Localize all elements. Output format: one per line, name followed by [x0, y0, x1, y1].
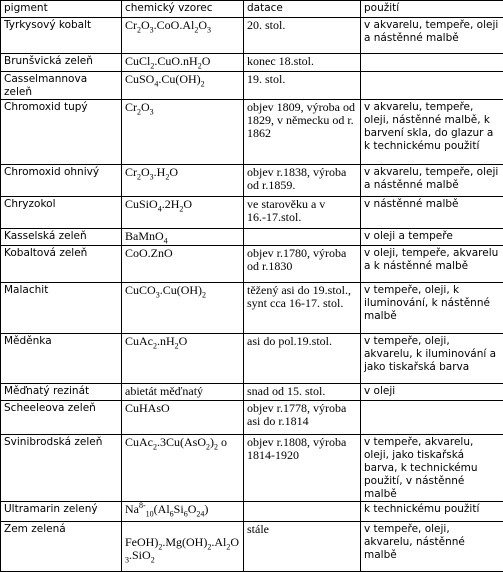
- cell-formula: abietát měďnatý: [122, 384, 244, 401]
- cell-use: [361, 401, 503, 435]
- table-row: [1, 54, 503, 72]
- header-pigment: pigment: [1, 1, 122, 18]
- cell-formula: CuHAsO: [122, 401, 244, 435]
- cell-dating: snad od 15. stol.: [244, 384, 361, 401]
- table-row: [1, 100, 503, 165]
- cell-formula: $CuSO_4.Cu(OH)_2$: [122, 72, 244, 100]
- header-dating: datace: [244, 1, 361, 18]
- cell-pigment: Brunšvická zeleň: [1, 54, 122, 72]
- cell-formula: BaMnO$_4$: [122, 229, 244, 246]
- cell-use: v oleji, tempeře, akvarelu a k nástěnné malbě: [361, 246, 503, 283]
- cell-pigment: Casselmannova zeleň: [1, 72, 122, 100]
- cell-formula: $Cr_2O_3.H_2O$: [122, 165, 244, 197]
- cell-use: v tempeře, oleji, akvarelu, k iluminování a jako tiskařská barva: [361, 334, 503, 384]
- cell-dating: 19. stol.: [244, 72, 361, 100]
- cell-pigment: Zem zelená: [1, 522, 122, 572]
- table-row: [1, 334, 503, 384]
- table-row: [1, 502, 503, 522]
- header-formula: chemický vzorec: [122, 1, 244, 18]
- cell-use: v tempeře, oleji, k iluminování, k nástěnné malbě: [361, 283, 503, 334]
- table-row: [1, 522, 503, 572]
- cell-dating: 20. stol.: [244, 18, 361, 54]
- cell-dating: [244, 502, 361, 522]
- cell-dating: objev r.1780, výroba od r.1830: [244, 246, 361, 283]
- table-row: [1, 165, 503, 197]
- cell-pigment: Malachit: [1, 283, 122, 334]
- cell-use: v oleji: [361, 384, 503, 401]
- cell-formula: $CuAc_2.nH_2O$: [122, 334, 244, 384]
- table-row: [1, 246, 503, 283]
- cell-pigment: Kasselská zeleň: [1, 229, 122, 246]
- cell-dating: ve starověku a v 16.-17.stol.: [244, 197, 361, 229]
- cell-use: v oleji a tempeře: [361, 229, 503, 246]
- cell-formula: $Cr_2O_3$: [122, 100, 244, 165]
- cell-formula: CoO.ZnO: [122, 246, 244, 283]
- table-row: [1, 72, 503, 100]
- cell-use: v nástěnné malbě: [361, 197, 503, 229]
- cell-formula: $Cr_2O_3.CoO.Al_2O_3$: [122, 18, 244, 54]
- table-row: [1, 283, 503, 334]
- cell-formula: $CuCO_3.Cu(OH)_2$: [122, 283, 244, 334]
- cell-pigment: Měďnatý rezinát: [1, 384, 122, 401]
- cell-pigment: Scheeleova zeleň: [1, 401, 122, 435]
- cell-pigment: Kobaltová zeleň: [1, 246, 122, 283]
- cell-pigment: Chryzokol: [1, 197, 122, 229]
- cell-use: k technickému použití: [361, 502, 503, 522]
- cell-dating: objev r.1808, výroba 1814-1920: [244, 435, 361, 502]
- table-row: [1, 197, 503, 229]
- cell-use: v akvarelu, tempeře, oleji a nástěnné malbě: [361, 165, 503, 197]
- cell-use: v akvarelu, tempeře, oleji, nástěnné malbě, k barvení skla, do glazur a k technickému použití: [361, 100, 503, 165]
- table-row: [1, 229, 503, 246]
- cell-dating: asi do pol.19.stol.: [244, 334, 361, 384]
- cell-pigment: Svinibrodská zeleň: [1, 435, 122, 502]
- cell-use: [361, 72, 503, 100]
- cell-pigment: Tyrkysový kobalt: [1, 18, 122, 54]
- cell-use: v akvarelu, tempeře, oleji a nástěnné malbě: [361, 18, 503, 54]
- cell-dating: objev r.1778, výroba asi do r.1814: [244, 401, 361, 435]
- cell-use: v tempeře, oleji, akvarelu, nástěnné malbě: [361, 522, 503, 572]
- cell-dating: objev 1809, výroba od 1829, v německu od r. 1862: [244, 100, 361, 165]
- cell-pigment: Měděnka: [1, 334, 122, 384]
- cell-formula: $Na^{8-}_{10}(Al_6Si_6O_{24})$: [122, 502, 244, 522]
- cell-formula: $CuSiO_4.2H_2O$: [122, 197, 244, 229]
- cell-dating: [244, 229, 361, 246]
- header-row: [1, 1, 503, 18]
- table-row: [1, 384, 503, 401]
- cell-formula: $FeOH)_2.Mg(OH)_2.Al_2O_3.SiO_2$: [122, 522, 244, 572]
- table-row: [1, 401, 503, 435]
- cell-pigment: Ultramarin zelený: [1, 502, 122, 522]
- cell-dating: objev r.1838, výroba od r.1859.: [244, 165, 361, 197]
- cell-formula: $CuCl_2.CuO.nH_2O$: [122, 54, 244, 72]
- table-row: [1, 18, 503, 54]
- cell-dating: těžený asi do 19.stol., synt cca 16-17. stol.: [244, 283, 361, 334]
- cell-pigment: Chromoxid ohnivý: [1, 165, 122, 197]
- cell-use: v tempeře, akvarelu, oleji, jako tiskařská barva, k technickému použití, v nástěnné malbě: [361, 435, 503, 502]
- cell-dating: stále: [244, 522, 361, 572]
- cell-formula: $CuAc_2.3Cu(AsO_2)_2$ o: [122, 435, 244, 502]
- cell-use: [361, 54, 503, 72]
- cell-dating: konec 18.stol.: [244, 54, 361, 72]
- cell-pigment: Chromoxid tupý: [1, 100, 122, 165]
- table-row: [1, 435, 503, 502]
- header-use: použití: [361, 1, 503, 18]
